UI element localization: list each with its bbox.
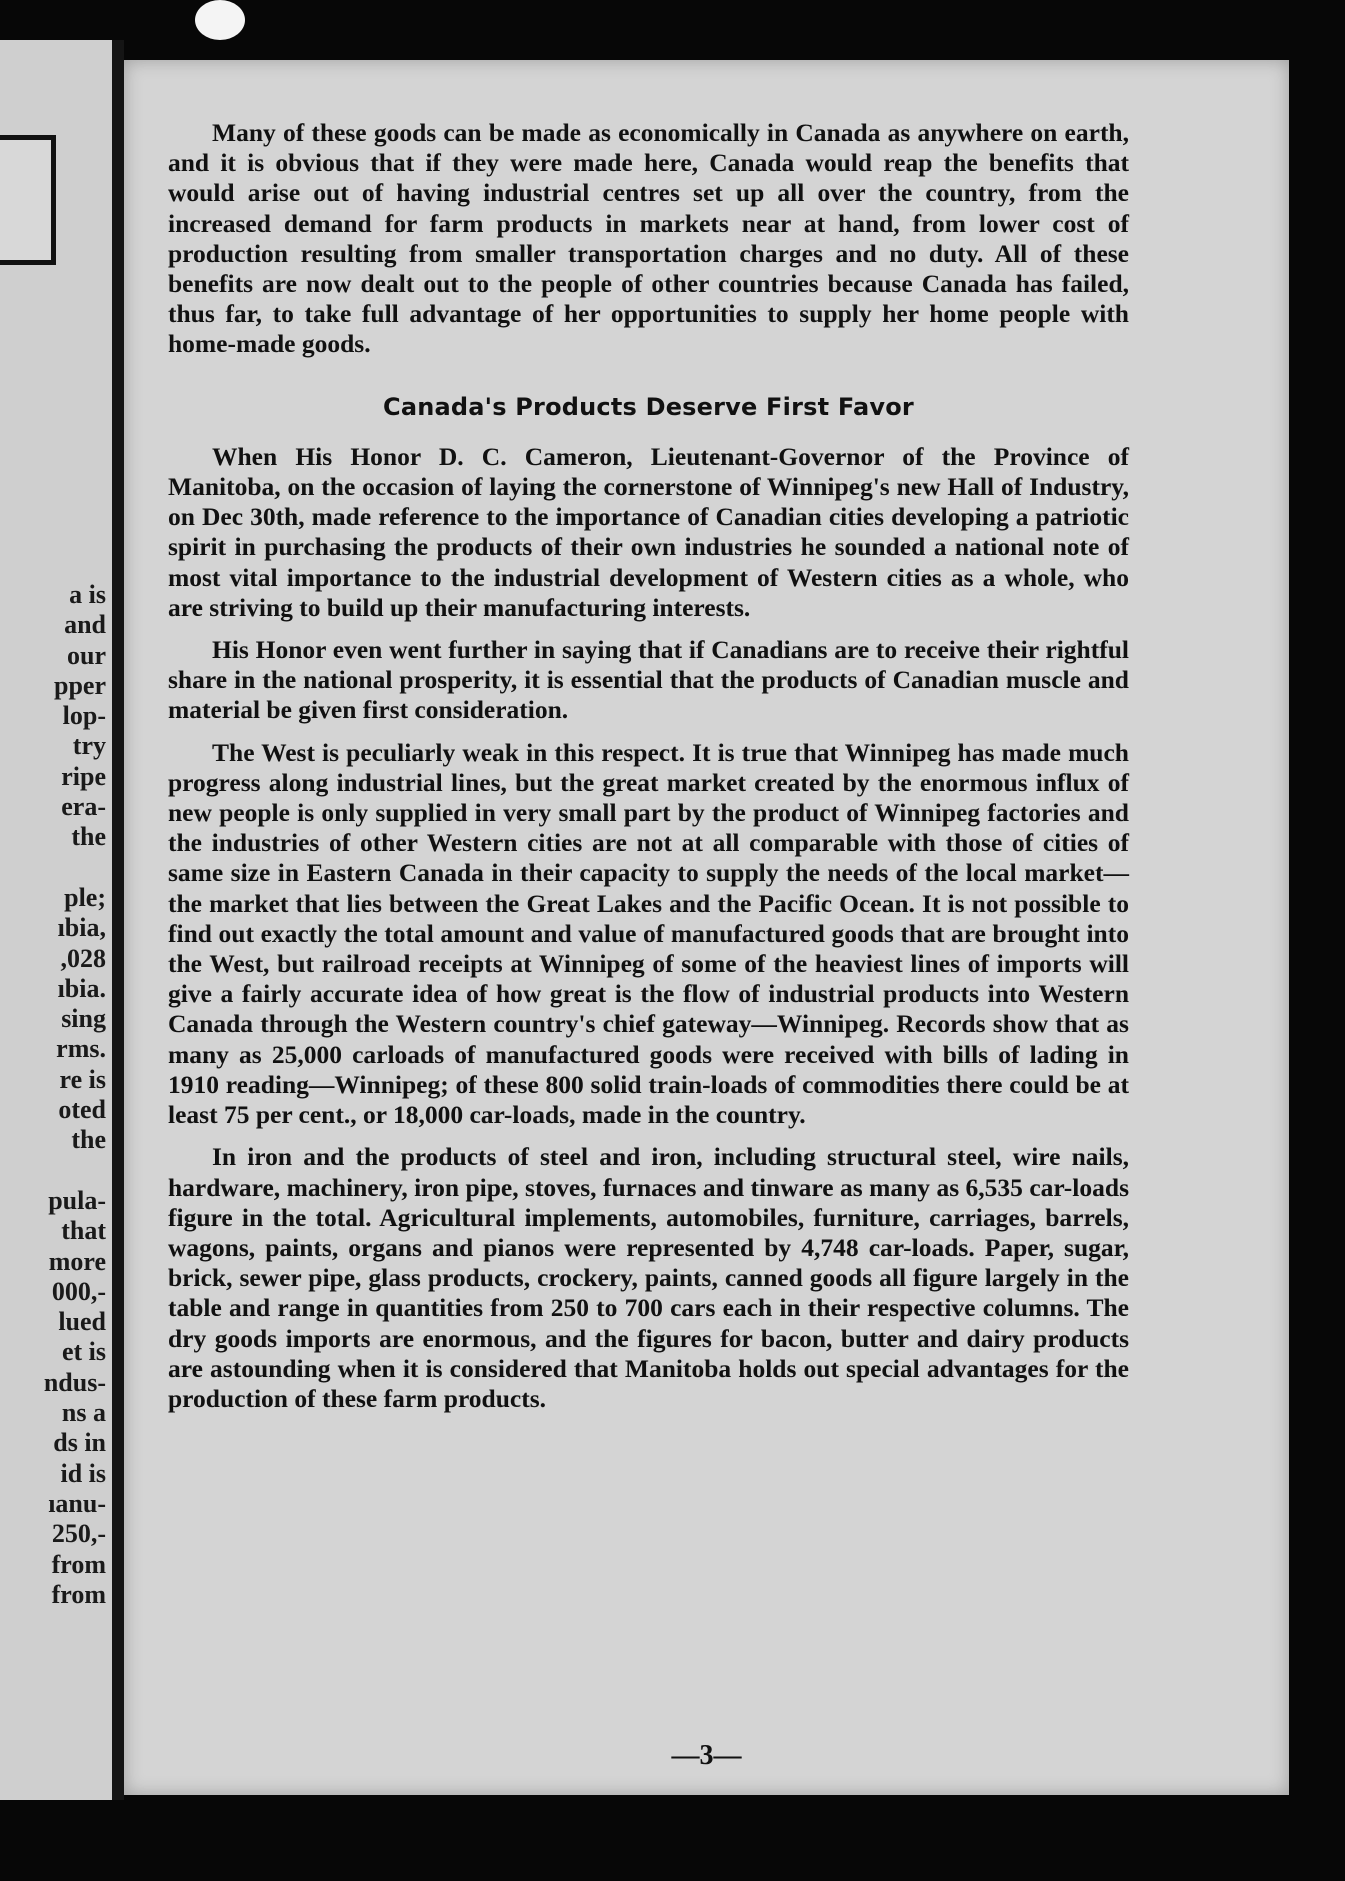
left-line: rms. [56, 1034, 106, 1064]
left-line: try [72, 731, 106, 761]
left-line: ıbia, [57, 913, 106, 943]
left-line: era- [61, 792, 106, 822]
left-line: ndus- [43, 1367, 106, 1397]
left-line: ripe [61, 761, 106, 791]
paragraph: In iron and the products of steel and iron, including structural steel, wire nails, hardware, machinery, iron pipe, stoves, furnaces and tinware as many as 6,535 car-loads figure in the total. Agricultural implements, automobiles, furniture, carriages, barrels, wagons, paints, organs and pianos were represented by 4,748 car-loads. Paper, sugar, brick, sewer pipe, glass products, crockery, paints, canned goods all figure largely in the table and range in quantities from 250 to 700 cars each in their respective columns. The dry goods imports are enormous, and the figures for bacon, butter and dairy products are astounding when it is considered that Manitoba holds out special advantages for the production of these farm products. [168, 1142, 1129, 1413]
left-line: more [48, 1246, 106, 1276]
previous-page-edge [0, 40, 112, 1800]
scan-blot [195, 0, 245, 40]
paragraph: The West is peculiarly weak in this respect. It is true that Winnipeg has made much progress along industrial lines, but the great market created by the enormous influx of new people is only supplied in very small part by the product of Winnipeg factories and the industries of other Western cities are not at all comparable with those of cities of same size in Eastern Canada in their capacity to supply the needs of the local market—the market that lies between the Great Lakes and the Pacific Ocean. It is not possible to find out exactly the total amount and value of manufactured goods that are brought into the West, but railroad receipts at Winnipeg of some of the heaviest lines of imports will give a fairly accurate idea of how great is the flow of industrial products into Western Canada through the Western country's chief gateway—Winnipeg. Records show that as many as 25,000 carloads of manufactured goods were received with bills of lading in 1910 reading—Winnipeg; of these 800 solid train-loads of commodities there could be at least 75 per cent., or 18,000 car-loads, made in the country. [168, 737, 1129, 1130]
left-line: ple; [64, 882, 106, 912]
left-line: 250,- [51, 1519, 106, 1549]
paragraph: His Honor even went further in saying that if Canadians are to receive their rightful share in the national prosperity, it is essential that the products of Canadian muscle and material be given first consideration. [168, 635, 1129, 725]
left-line: pper [54, 670, 106, 700]
left-line: ,028 [60, 943, 106, 973]
intro-paragraph: Many of these goods can be made as economically in Canada as anywhere on earth, and it is obvious that if they were made here, Canada would reap the benefits that would arise out of having industrial centres set up all over the country, from the increased demand for farm products in markets near at hand, from lower cost of production resulting from smaller transportation charges and no duty. All of these benefits are now dealt out to the people of other countries because Canada has failed, thus far, to take full advantage of her opportunities to supply her home people with home-made goods. [168, 118, 1129, 359]
left-line: the [71, 822, 106, 852]
book-gutter [112, 40, 124, 1800]
left-line: from [51, 1549, 106, 1579]
document-page [124, 60, 1289, 1795]
left-line: et is [61, 1337, 106, 1367]
left-line: the [71, 1125, 106, 1155]
left-line: ns a [61, 1398, 106, 1428]
left-line: that [61, 1216, 106, 1246]
left-line: sing [61, 1004, 106, 1034]
left-line: re is [59, 1064, 106, 1094]
left-line: 000,- [51, 1276, 106, 1306]
left-line: lued [58, 1307, 106, 1337]
section-heading: Canada's Products Deserve First Favor [383, 392, 914, 421]
left-line: ds in [53, 1428, 106, 1458]
page-number: —3— [671, 1740, 742, 1771]
left-line: oted [58, 1095, 106, 1125]
left-line: ıbia. [57, 973, 106, 1003]
previous-page-text [0, 580, 106, 1610]
left-line: lop- [62, 701, 106, 731]
left-line: from [51, 1579, 106, 1609]
left-line: and [64, 610, 106, 640]
left-line: a is [69, 580, 106, 609]
left-line: our [67, 640, 106, 670]
ornament-box [0, 135, 56, 265]
paragraph: When His Honor D. C. Cameron, Lieutenant-Governor of the Province of Manitoba, on the occasion of laying the cornerstone of Winnipeg's new Hall of Industry, on Dec 30th, made reference to the importance of Canadian cities developing a patriotic spirit in purchasing the products of their own industries he sounded a national note of most vital importance to the industrial development of Western cities as a whole, who are striving to build up their manufacturing interests. [168, 441, 1129, 622]
left-line: id is [60, 1458, 106, 1488]
left-line: ıanu- [48, 1488, 106, 1518]
left-line: pula- [48, 1185, 106, 1215]
body-text [168, 118, 1129, 1426]
